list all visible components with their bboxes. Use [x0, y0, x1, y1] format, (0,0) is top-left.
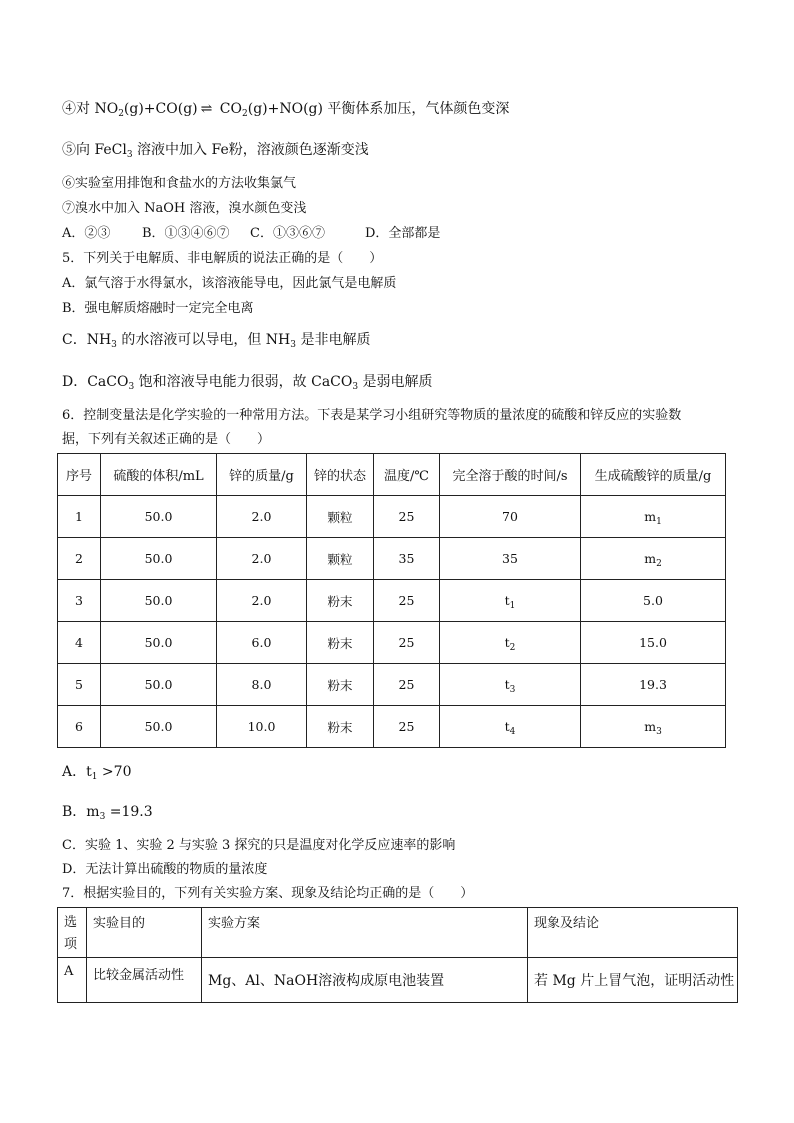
- header-plan: 实验方案: [202, 908, 528, 958]
- cell-temp: 25: [374, 622, 440, 664]
- q7-stem: 7．根据实验目的，下列有关实验方案、现象及结论均正确的是（ ）: [62, 886, 474, 901]
- cell-no: 4: [58, 622, 101, 664]
- cell-time: $t_4$: [440, 706, 581, 748]
- cell-no: 6: [58, 706, 101, 748]
- cell-temp: 25: [374, 496, 440, 538]
- cell-temp: 25: [374, 706, 440, 748]
- q4-option-b[interactable]: B．①③④⑥⑦: [142, 226, 230, 241]
- header-cell: 锌的质量/g: [217, 454, 307, 496]
- cell-state: 颗粒: [307, 496, 374, 538]
- cell-no: 3: [58, 580, 101, 622]
- cell-temp: 25: [374, 580, 440, 622]
- table-row: [58, 664, 726, 706]
- cell-product-mass: $m_2$: [581, 538, 726, 580]
- header-cell: 生成硫酸锌的质量/g: [581, 454, 726, 496]
- cell-product-mass: 5.0: [581, 580, 726, 622]
- header-purpose: 实验目的: [87, 908, 202, 958]
- q4-item-4: ④对 $NO_2(g)+CO(g)$ ⇌ $CO_2(g)+NO(g)$ 平衡体系加压，气体颜色变深: [62, 101, 510, 119]
- cell-time: $t_3$: [440, 664, 581, 706]
- cell-product-mass: $m_3$: [581, 706, 726, 748]
- cell-time: 70: [440, 496, 581, 538]
- cell-zinc-mass: 2.0: [217, 538, 307, 580]
- q5-option-d[interactable]: D．CaCO$_3$ 饱和溶液导电能力很弱，故 CaCO$_3$ 是弱电解质: [62, 374, 433, 392]
- table-row: [58, 706, 726, 748]
- cell-zinc-mass: 6.0: [217, 622, 307, 664]
- q6-data-table: [57, 453, 726, 748]
- table-row: [58, 580, 726, 622]
- q4-item-6: ⑥实验室用排饱和食盐水的方法收集氯气: [62, 176, 297, 191]
- table-row: [58, 496, 726, 538]
- cell-zinc-mass: 8.0: [217, 664, 307, 706]
- q6-option-c[interactable]: C．实验 1、实验 2 与实验 3 探究的只是温度对化学反应速率的影响: [62, 838, 456, 853]
- q4-options: [62, 226, 440, 242]
- q4-item-7: ⑦溴水中加入 NaOH 溶液，溴水颜色变浅: [62, 201, 307, 216]
- q6-option-a[interactable]: A．$t_1 >70$: [62, 764, 132, 782]
- q5-option-b[interactable]: B．强电解质熔融时一定完全电离: [62, 301, 254, 316]
- q4-item-5: ⑤向 FeCl$_3$ 溶液中加入 Fe粉，溶液颜色逐渐变浅: [62, 142, 369, 160]
- cell-option: A: [58, 958, 87, 1003]
- cell-product-mass: 15.0: [581, 622, 726, 664]
- cell-no: 2: [58, 538, 101, 580]
- q5-option-c[interactable]: C．$NH_3$ 的水溶液可以导电，但 $NH_3$ 是非电解质: [62, 332, 371, 350]
- cell-zinc-mass: 2.0: [217, 496, 307, 538]
- q5-option-a[interactable]: A．氯气溶于水得氯水，该溶液能导电，因此氯气是电解质: [62, 276, 397, 291]
- cell-product-mass: $m_1$: [581, 496, 726, 538]
- cell-product-mass: 19.3: [581, 664, 726, 706]
- cell-volume: 50.0: [101, 580, 217, 622]
- cell-state: 颗粒: [307, 538, 374, 580]
- q7-table: [57, 907, 738, 1003]
- q6-option-b[interactable]: B．$m_3 =19.3$: [62, 804, 153, 822]
- cell-state: 粉末: [307, 706, 374, 748]
- cell-volume: 50.0: [101, 664, 217, 706]
- cell-time: $t_2$: [440, 622, 581, 664]
- header-cell: 完全溶于酸的时间/s: [440, 454, 581, 496]
- q5-stem: 5．下列关于电解质、非电解质的说法正确的是（ ）: [62, 251, 383, 266]
- cell-zinc-mass: 2.0: [217, 580, 307, 622]
- table-row: [58, 622, 726, 664]
- q6-stem-line2: 据，下列有关叙述正确的是（ ）: [62, 432, 271, 447]
- cell-volume: 50.0: [101, 496, 217, 538]
- cell-no: 1: [58, 496, 101, 538]
- cell-state: 粉末: [307, 622, 374, 664]
- cell-temp: 25: [374, 664, 440, 706]
- cell-volume: 50.0: [101, 538, 217, 580]
- cell-no: 5: [58, 664, 101, 706]
- header-option: 选项: [58, 908, 87, 958]
- header-cell: 锌的状态: [307, 454, 374, 496]
- q6-option-d[interactable]: D．无法计算出硫酸的物质的量浓度: [62, 862, 268, 877]
- cell-purpose: 比较金属活动性: [87, 958, 202, 1003]
- header-cell: 序号: [58, 454, 101, 496]
- q4-option-c[interactable]: C．①③⑥⑦: [250, 226, 325, 241]
- cell-state: 粉末: [307, 580, 374, 622]
- table-header-row: [58, 454, 726, 496]
- equilibrium-arrow-icon: ⇌: [200, 101, 213, 117]
- header-cell: 硫酸的体积/mL: [101, 454, 217, 496]
- cell-plan: Mg、Al、NaOH溶液构成原电池装置: [202, 958, 528, 1003]
- table-header-row: [58, 908, 738, 958]
- table-row: [58, 538, 726, 580]
- cell-state: 粉末: [307, 664, 374, 706]
- cell-result: 若 Mg 片上冒气泡，证明活动性: [528, 958, 738, 1003]
- table-row: [58, 958, 738, 1003]
- cell-zinc-mass: 10.0: [217, 706, 307, 748]
- cell-time: 35: [440, 538, 581, 580]
- cell-time: $t_1$: [440, 580, 581, 622]
- cell-volume: 50.0: [101, 622, 217, 664]
- q4-option-a[interactable]: A．②③: [62, 226, 111, 241]
- header-cell: 温度/℃: [374, 454, 440, 496]
- cell-volume: 50.0: [101, 706, 217, 748]
- header-result: 现象及结论: [528, 908, 738, 958]
- cell-temp: 35: [374, 538, 440, 580]
- q6-stem-line1: 6．控制变量法是化学实验的一种常用方法。下表是某学习小组研究等物质的量浓度的硫酸和锌反应的实验数: [62, 408, 682, 423]
- q4-option-d[interactable]: D．全部都是: [365, 226, 441, 241]
